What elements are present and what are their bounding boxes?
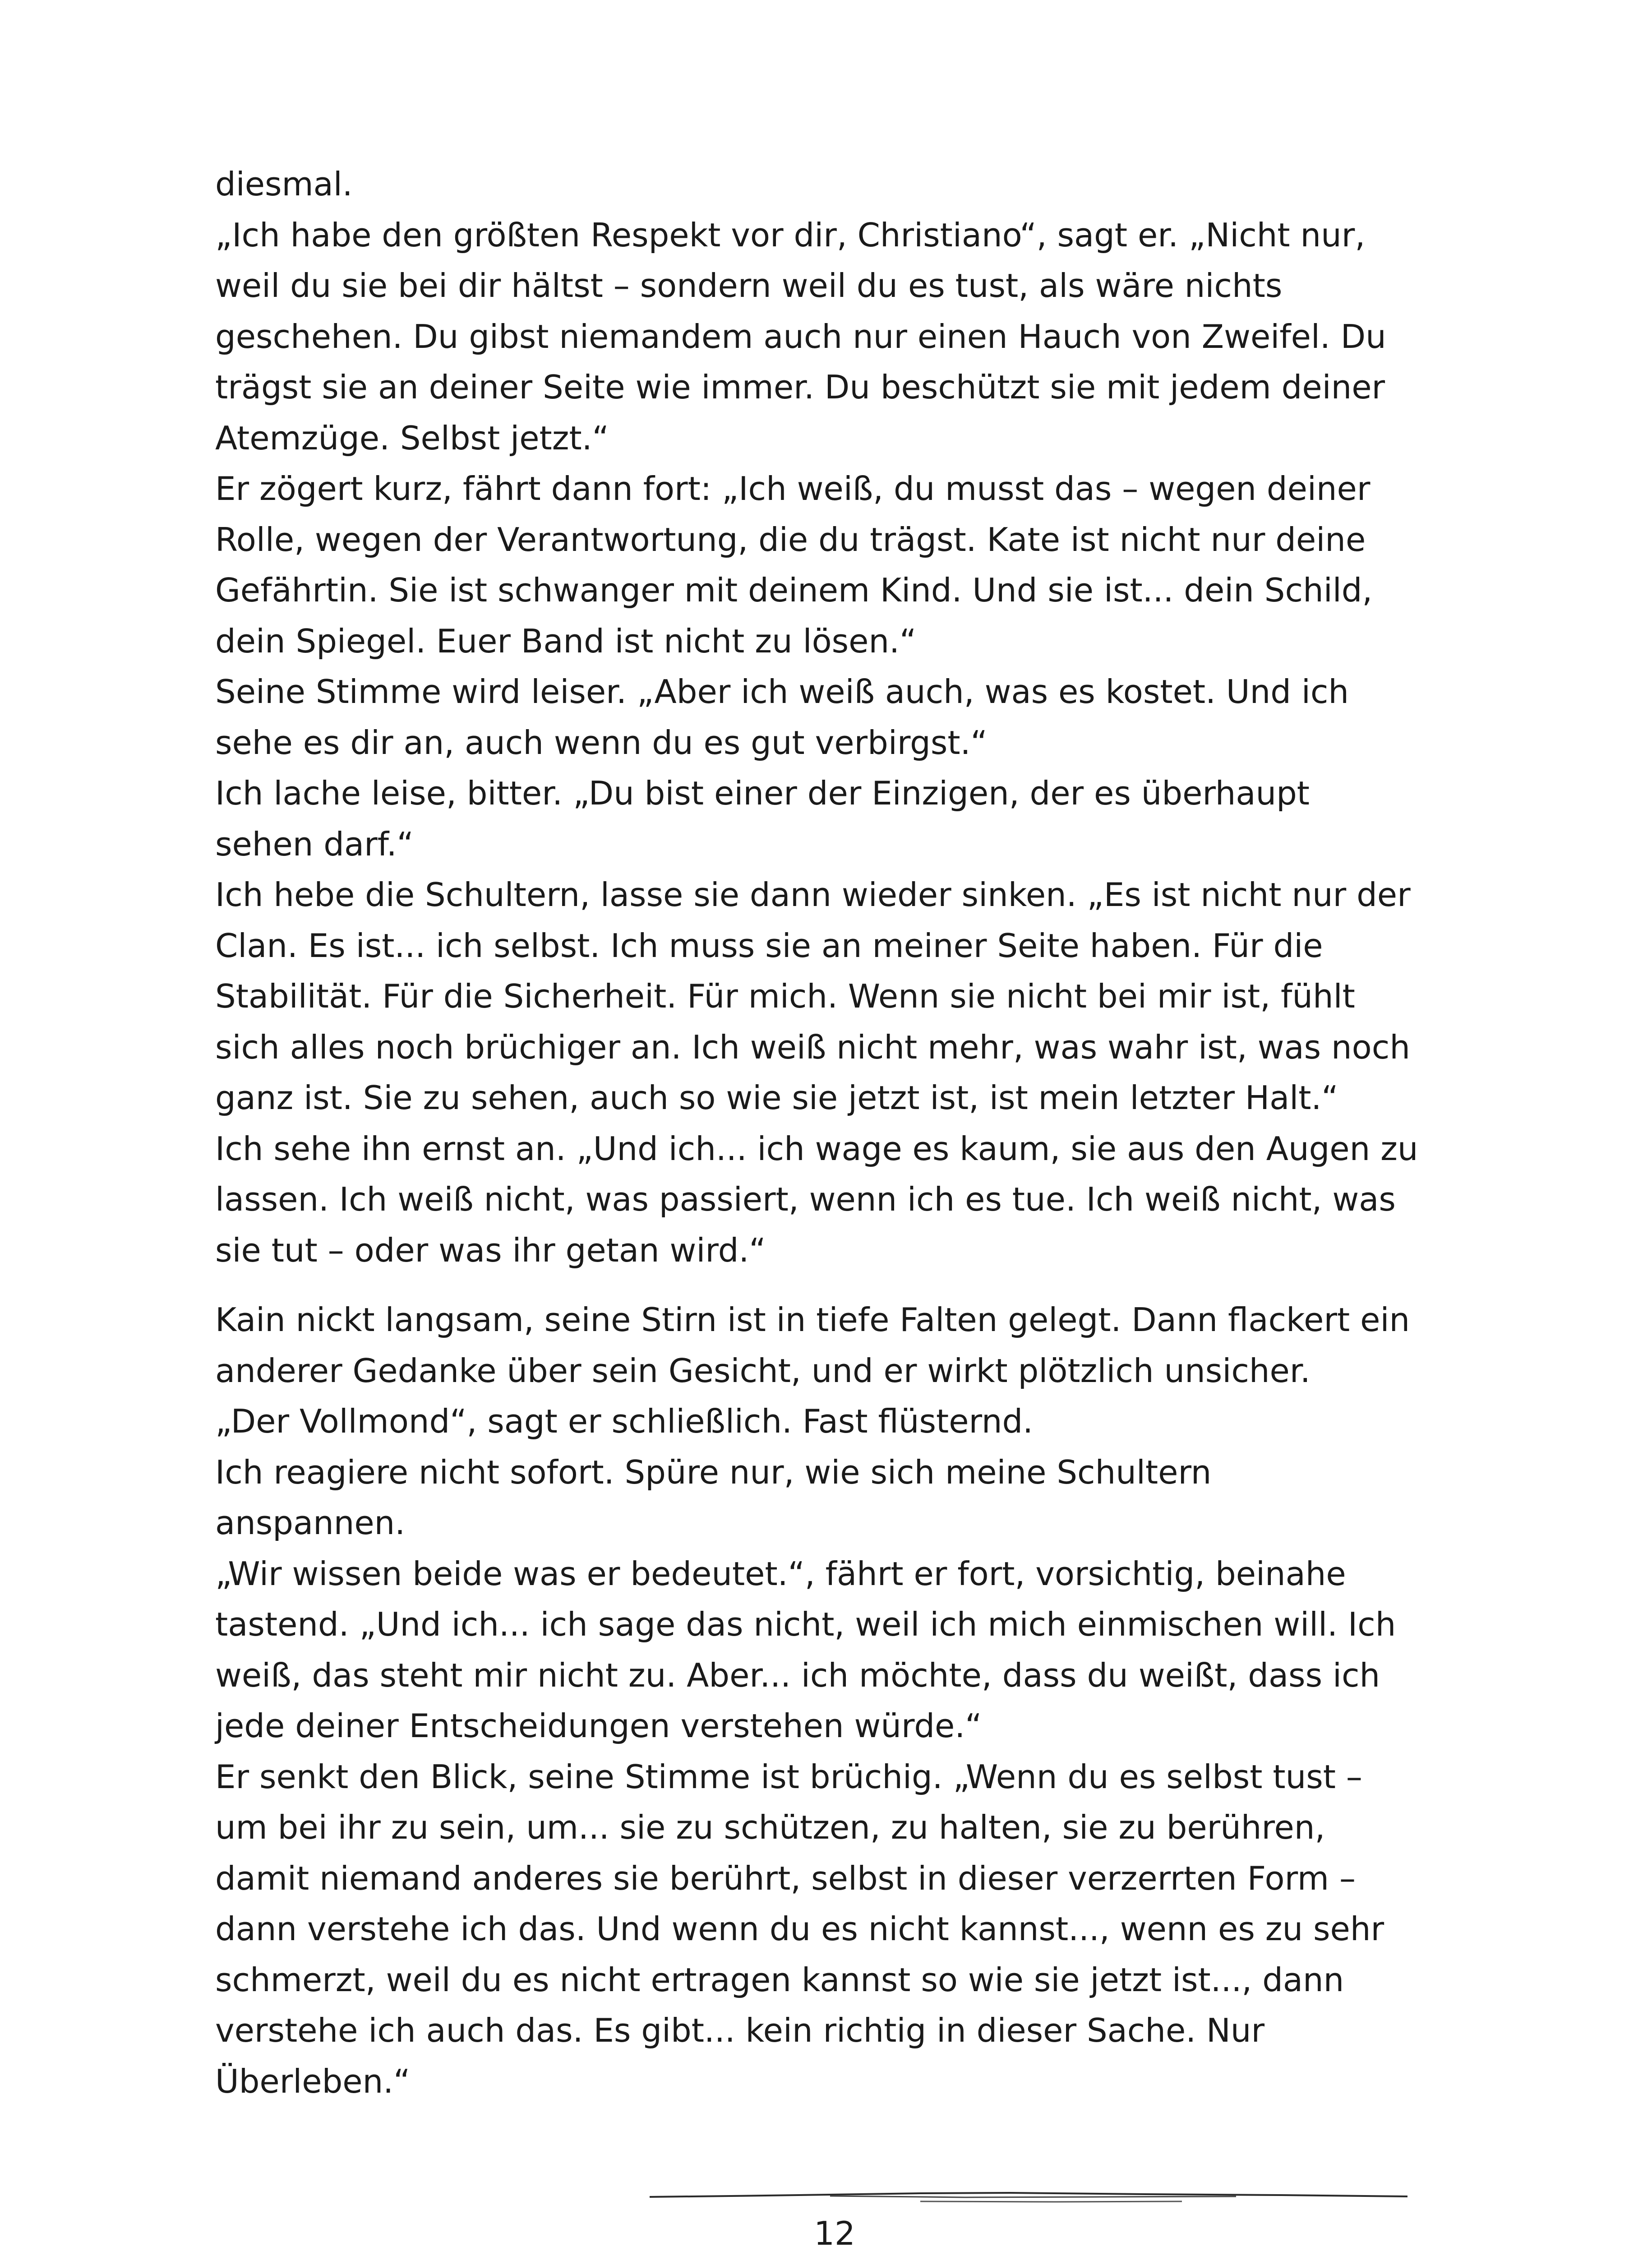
text-line: Clan. Es ist... ich selbst. Ich muss sie an meiner Seite haben. Für die <box>215 926 1323 965</box>
text-line: sich alles noch brüchiger an. Ich weiß nicht mehr, was wahr ist, was noch <box>215 1028 1410 1066</box>
text-line: Er zögert kurz, fährt dann fort: „Ich weiß, du musst das – wegen deiner <box>215 470 1371 508</box>
text-line: „Ich habe den größten Respekt vor dir, Christiano“, sagt er. „Nicht nur, <box>215 216 1366 254</box>
text-line: sehe es dir an, auch wenn du es gut verbirgst.“ <box>215 723 988 762</box>
text-line: weiß, das steht mir nicht zu. Aber... ich möchte, dass du weißt, dass ich <box>215 1656 1380 1694</box>
text-line: Atemzüge. Selbst jetzt.“ <box>215 419 609 457</box>
text-line: damit niemand anderes sie berührt, selbst in dieser verzerrten Form – <box>215 1859 1356 1897</box>
page-number: 12 <box>814 2214 855 2252</box>
text-line: Rolle, wegen der Verantwortung, die du trägst. Kate ist nicht nur deine <box>215 520 1366 559</box>
text-line: Ich lache leise, bitter. „Du bist einer der Einzigen, der es überhaupt <box>215 774 1310 812</box>
text-line: schmerzt, weil du es nicht ertragen kannst so wie sie jetzt ist..., dann <box>215 1960 1344 1999</box>
text-line: sie tut – oder was ihr getan wird.“ <box>215 1231 766 1269</box>
text-line: Gefährtin. Sie ist schwanger mit deinem Kind. Und sie ist... dein Schild, <box>215 571 1373 609</box>
text-line: Ich hebe die Schultern, lasse sie dann wieder sinken. „Es ist nicht nur der <box>215 876 1411 914</box>
text-line: dann verstehe ich das. Und wenn du es nicht kannst..., wenn es zu sehr <box>215 1910 1384 1948</box>
text-line: Er senkt den Blick, seine Stimme ist brüchig. „Wenn du es selbst tust – <box>215 1757 1362 1796</box>
text-line: trägst sie an deiner Seite wie immer. Du beschützt sie mit jedem deiner <box>215 368 1385 406</box>
text-line: ganz ist. Sie zu sehen, auch so wie sie jetzt ist, ist mein letzter Halt.“ <box>215 1079 1338 1117</box>
text-line: dein Spiegel. Euer Band ist nicht zu lösen.“ <box>215 622 917 660</box>
text-line: tastend. „Und ich... ich sage das nicht, weil ich mich einmischen will. Ich <box>215 1605 1396 1643</box>
text-line: um bei ihr zu sein, um... sie zu schützen, zu halten, sie zu berühren, <box>215 1808 1325 1846</box>
text-line: anspannen. <box>215 1504 406 1542</box>
text-line: lassen. Ich weiß nicht, was passiert, wenn ich es tue. Ich weiß nicht, was <box>215 1180 1396 1218</box>
text-line: Kain nickt langsam, seine Stirn ist in tiefe Falten gelegt. Dann flackert ein <box>215 1301 1410 1339</box>
text-line: sehen darf.“ <box>215 825 414 863</box>
text-line: Seine Stimme wird leiser. „Aber ich weiß auch, was es kostet. Und ich <box>215 673 1349 711</box>
text-line: geschehen. Du gibst niemandem auch nur einen Hauch von Zweifel. Du <box>215 317 1386 356</box>
text-line: Stabilität. Für die Sicherheit. Für mich. Wenn sie nicht bei mir ist, fühlt <box>215 977 1355 1015</box>
text-line: Überleben.“ <box>215 2062 411 2100</box>
text-line: Ich reagiere nicht sofort. Spüre nur, wie sich meine Schultern <box>215 1453 1212 1491</box>
text-line: „Wir wissen beide was er bedeutet.“, fährt er fort, vorsichtig, beinahe <box>215 1554 1346 1593</box>
text-line: anderer Gedanke über sein Gesicht, und er wirkt plötzlich unsicher. <box>215 1351 1311 1390</box>
text-line: weil du sie bei dir hältst – sondern weil du es tust, als wäre nichts <box>215 267 1283 305</box>
body-text <box>215 159 1478 2107</box>
text-line: Ich sehe ihn ernst an. „Und ich... ich wage es kaum, sie aus den Augen zu <box>215 1129 1418 1168</box>
footer-divider <box>650 2189 1407 2207</box>
text-line: diesmal. <box>215 165 353 203</box>
text-line: jede deiner Entscheidungen verstehen würde.“ <box>215 1707 982 1745</box>
text-line: „Der Vollmond“, sagt er schließlich. Fast flüsternd. <box>215 1402 1034 1440</box>
text-line: verstehe ich auch das. Es gibt... kein richtig in dieser Sache. Nur <box>215 2011 1265 2049</box>
